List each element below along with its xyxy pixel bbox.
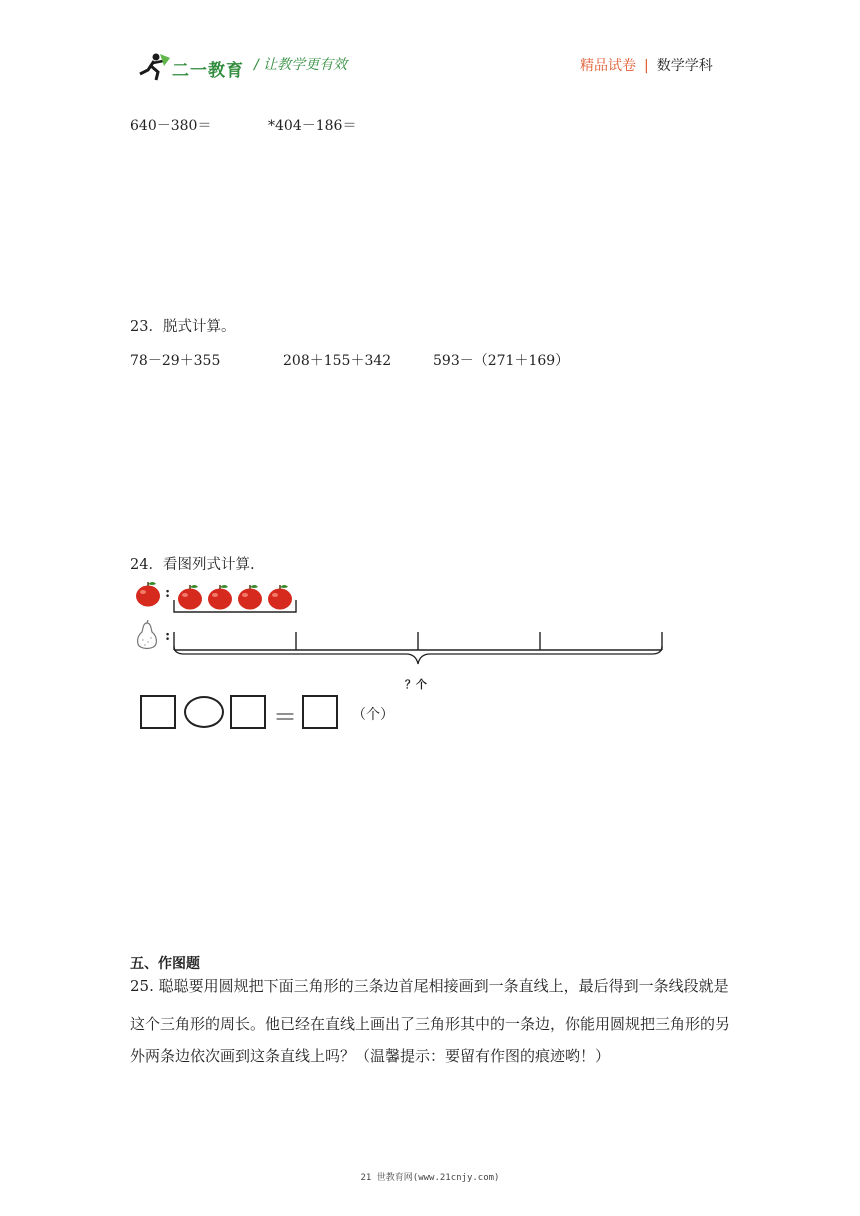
header-label-right: 数学学科 xyxy=(656,58,713,74)
q24-apple-row xyxy=(172,580,302,614)
apple-icon xyxy=(208,585,232,610)
answer-box-2[interactable] xyxy=(230,695,266,729)
answer-equals: ＝ xyxy=(273,703,297,731)
header-labels xyxy=(580,55,713,75)
apple-icon xyxy=(238,585,262,610)
q23-expr-1: 78－29＋355 xyxy=(130,353,221,369)
q24-pear-icon xyxy=(133,620,161,652)
footer: 21 世教育网(www.21cnjy.com) xyxy=(360,1173,500,1183)
q25-line-1: 25. 聪聪要用圆规把下面三角形的三条边首尾相接画到一条直线上，最后得到一条线段就是 xyxy=(130,977,729,995)
apple-icon xyxy=(178,585,202,610)
q22-expr-2: *404－186＝ xyxy=(268,118,357,134)
answer-unit: （个） xyxy=(352,707,394,723)
section-5-title: 五、作图题 xyxy=(130,956,200,972)
logo-text: 二一教育 xyxy=(172,61,244,81)
q25-line-3: 外两条边依次画到这条直线上吗？（温馨提示：要留有作图的痕迹哟！） xyxy=(130,1047,611,1065)
apple-icon xyxy=(268,585,292,610)
pear-row-colon: : xyxy=(165,628,171,644)
answer-box-1[interactable] xyxy=(140,695,176,729)
q23-expr-2: 208＋155＋342 xyxy=(283,353,392,369)
q25-line-2: 这个三角形的周长。他已经在直线上画出了三角形其中的一条边，你能用圆规把三角形的另 xyxy=(130,1015,731,1033)
q24-brace-label: ？个 xyxy=(405,678,427,691)
q24-apple-icon xyxy=(134,580,162,608)
header-label-left: 精品试卷 xyxy=(580,58,636,74)
answer-box-3[interactable] xyxy=(302,695,338,729)
site-logo xyxy=(136,52,246,82)
slogan: / 让教学更有效 xyxy=(254,57,348,73)
runner-logo-icon xyxy=(136,52,172,82)
answer-operator-circle[interactable] xyxy=(184,696,224,728)
q22-expr-1: 640－380＝ xyxy=(130,118,212,134)
header-separator: | xyxy=(644,58,649,74)
q23-title: 23．脱式计算。 xyxy=(130,319,236,335)
q24-title: 24．看图列式计算. xyxy=(130,557,255,573)
apple-row-colon: : xyxy=(165,585,171,601)
q23-expr-3: 593－（271＋169） xyxy=(433,353,570,369)
